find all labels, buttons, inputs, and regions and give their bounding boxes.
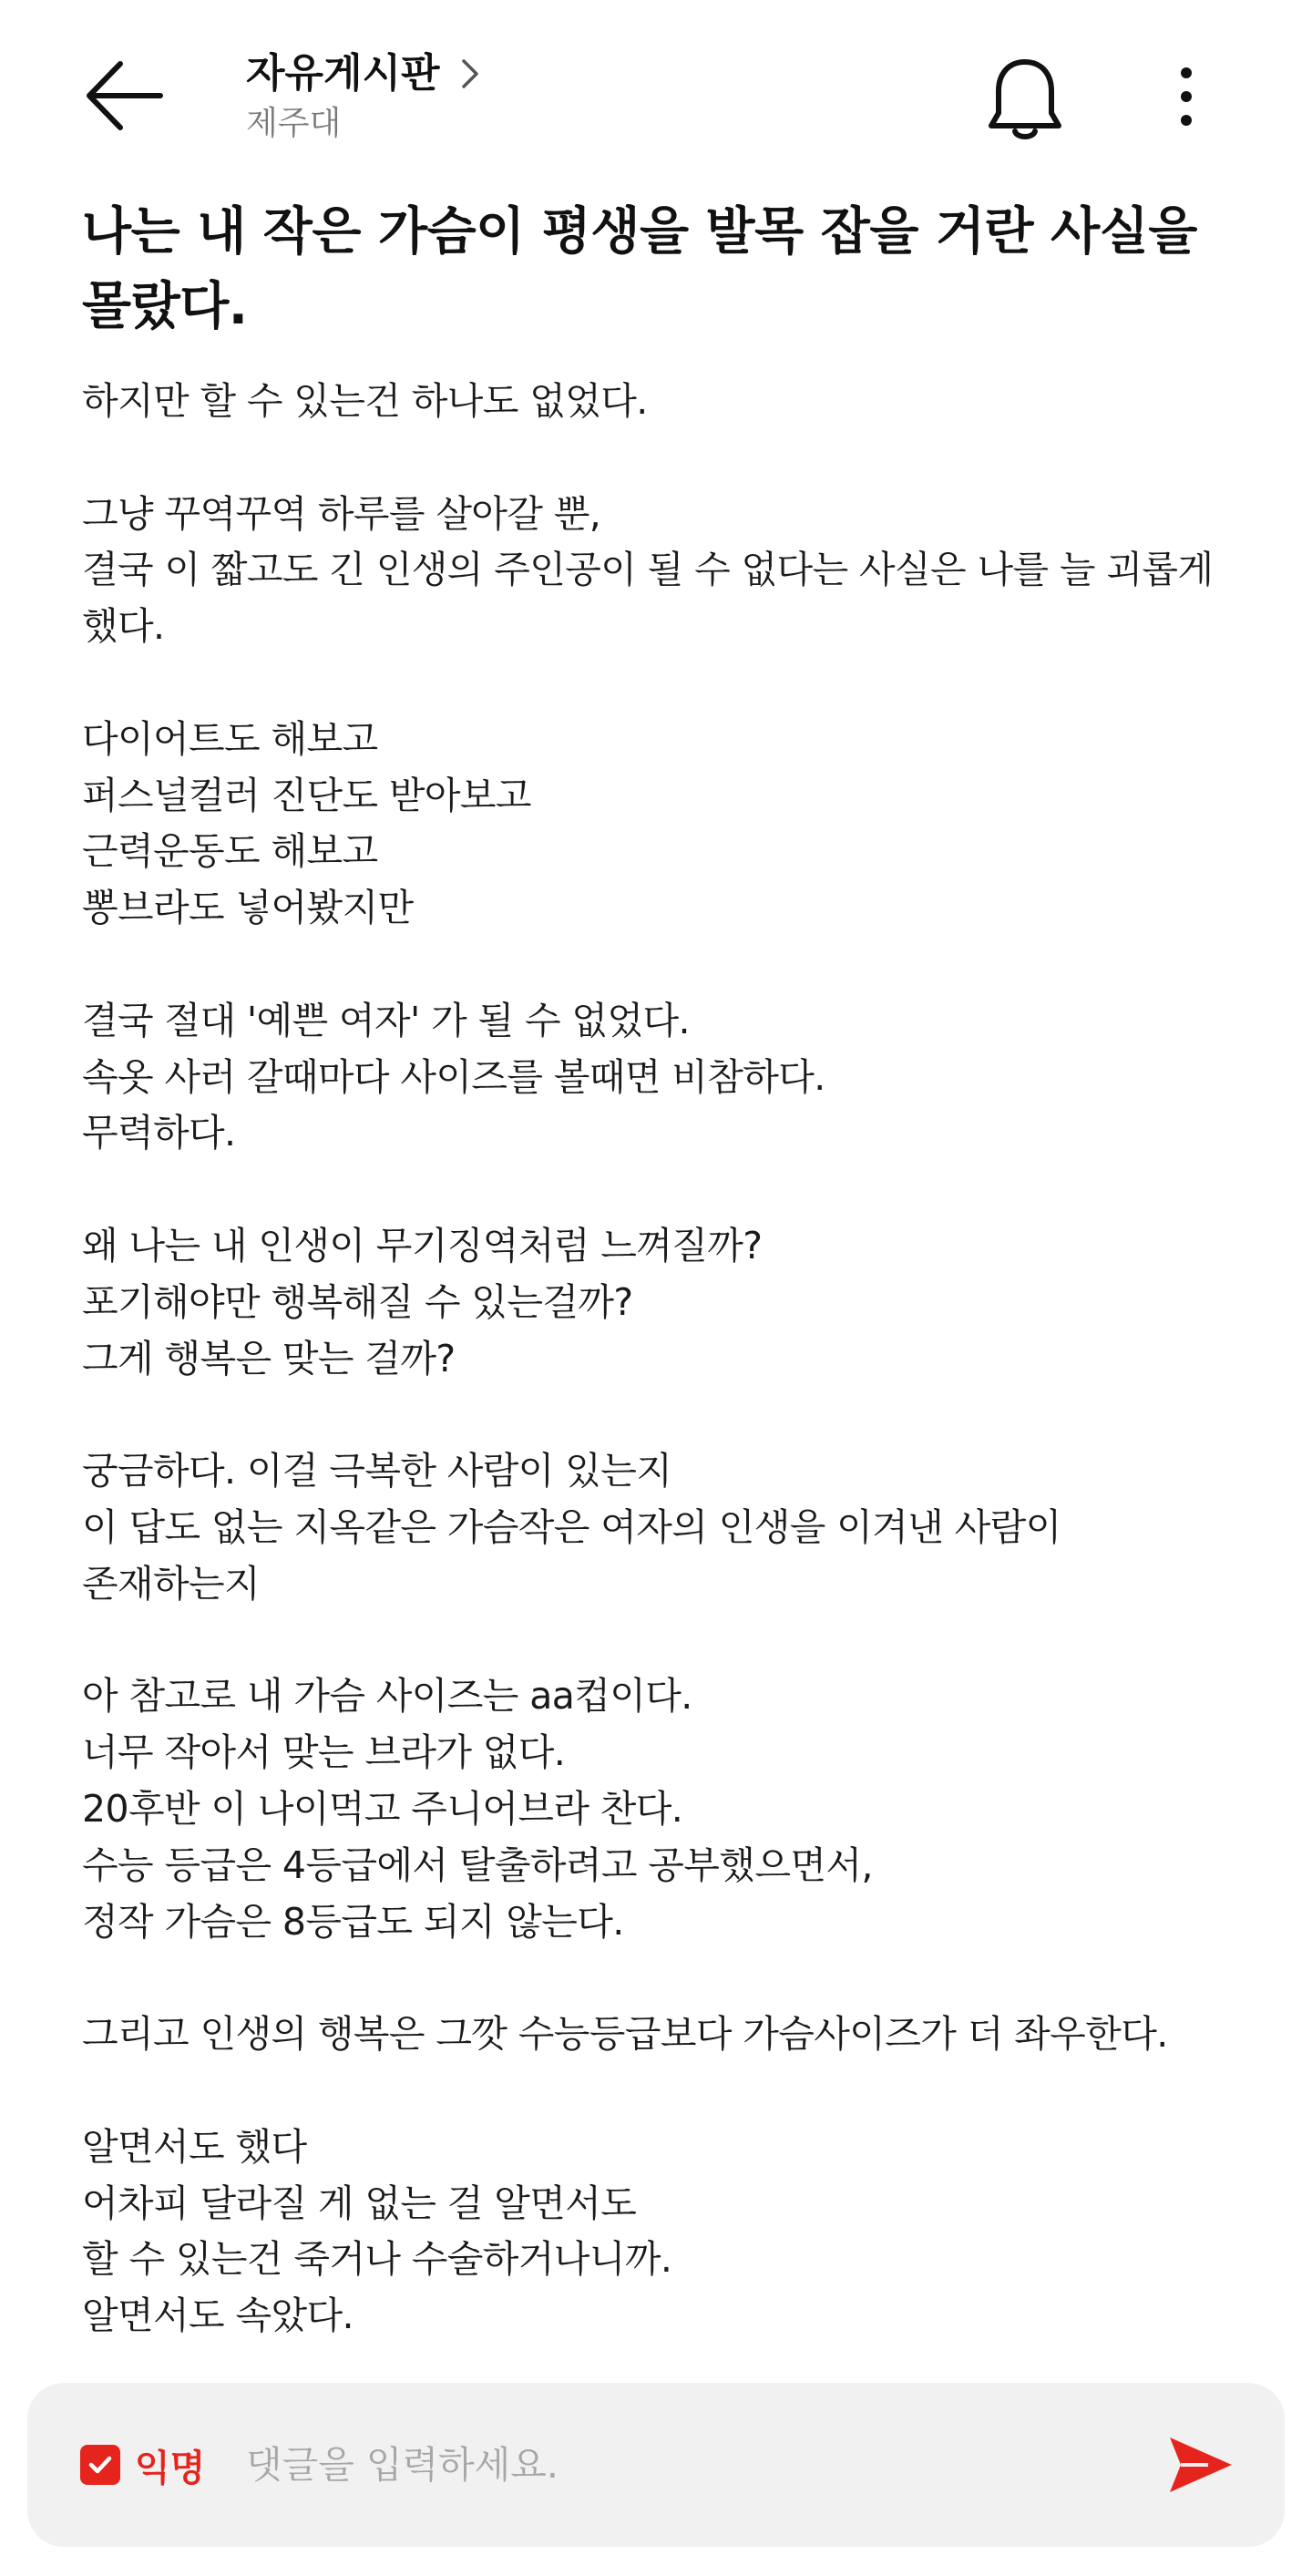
chevron-right-icon: [460, 58, 480, 89]
arrow-left-icon: [80, 55, 171, 137]
board-title: 자유게시판: [246, 50, 440, 97]
post-title: 나는 내 작은 가슴이 평생을 발목 잡을 거란 사실을 몰랐다.: [82, 202, 1197, 336]
more-options-button[interactable]: [1166, 64, 1206, 129]
anonymous-toggle[interactable]: [80, 2439, 205, 2490]
more-vertical-icon: [1166, 64, 1206, 129]
app-header: [0, 0, 1312, 182]
send-icon: [1166, 2432, 1235, 2498]
back-button[interactable]: [80, 55, 171, 137]
checkmark-icon: [87, 2451, 114, 2479]
school-name: 제주대: [246, 105, 342, 142]
send-button[interactable]: [1166, 2432, 1235, 2498]
comment-input[interactable]: [246, 2434, 1157, 2496]
board-title-link[interactable]: [246, 42, 480, 106]
comment-bar: [27, 2383, 1285, 2547]
anonymous-checkbox[interactable]: [80, 2445, 120, 2485]
anonymous-label: 익명: [135, 2447, 206, 2489]
post-body: 하지만 할 수 있는건 하나도 없었다. 그냥 꾸역꾸역 하루를 살아갈 뿐, 결국 이 짧고도 긴 인생의 주인공이 될 수 없다는 사실은 나를 늘 괴롭게 했다. 다이어트도 해보고 퍼스널컬러 진단도 받아보고 근력운동도 해보고 뽕브라도 넣어봤지만 결국 절대 '예쁜 여자' 가 될 수 없었다. 속옷 사러 갈때마다 사이즈를 볼때면 비참하다. 무력하다. 왜 나는 내 인생이 무기징역처럼 느껴질까? 포기해야만 행복해질 수 있는걸까? 그게 행복은 맞는 걸까? 궁금하다. 이걸 극복한 사람이 있는지 이 답도 없는 지옥같은 가슴작은 여자의 인생을 이겨낸 사람이 존재하는지 아 참고로 내 가슴 사이즈는 aa컵이다. 너무 작아서 맞는 브라가 없다. 20후반 이 나이먹고 주니어브라 찬다. 수능 등급은 4등급에서 탈출하려고 공부했으면서, 정작 가슴은 8등급도 되지 않는다. 그리고 인생의 행복은 그깟 수능등급보다 가슴사이즈가 더 좌우한다. 알면서도 했다 어차피 달라질 게 없는 걸 알면서도 할 수 있는건 죽거나 수술하거나니까. 알면서도 속았다.: [82, 379, 1214, 2338]
notification-button[interactable]: [984, 55, 1066, 142]
bell-icon: [984, 55, 1066, 142]
